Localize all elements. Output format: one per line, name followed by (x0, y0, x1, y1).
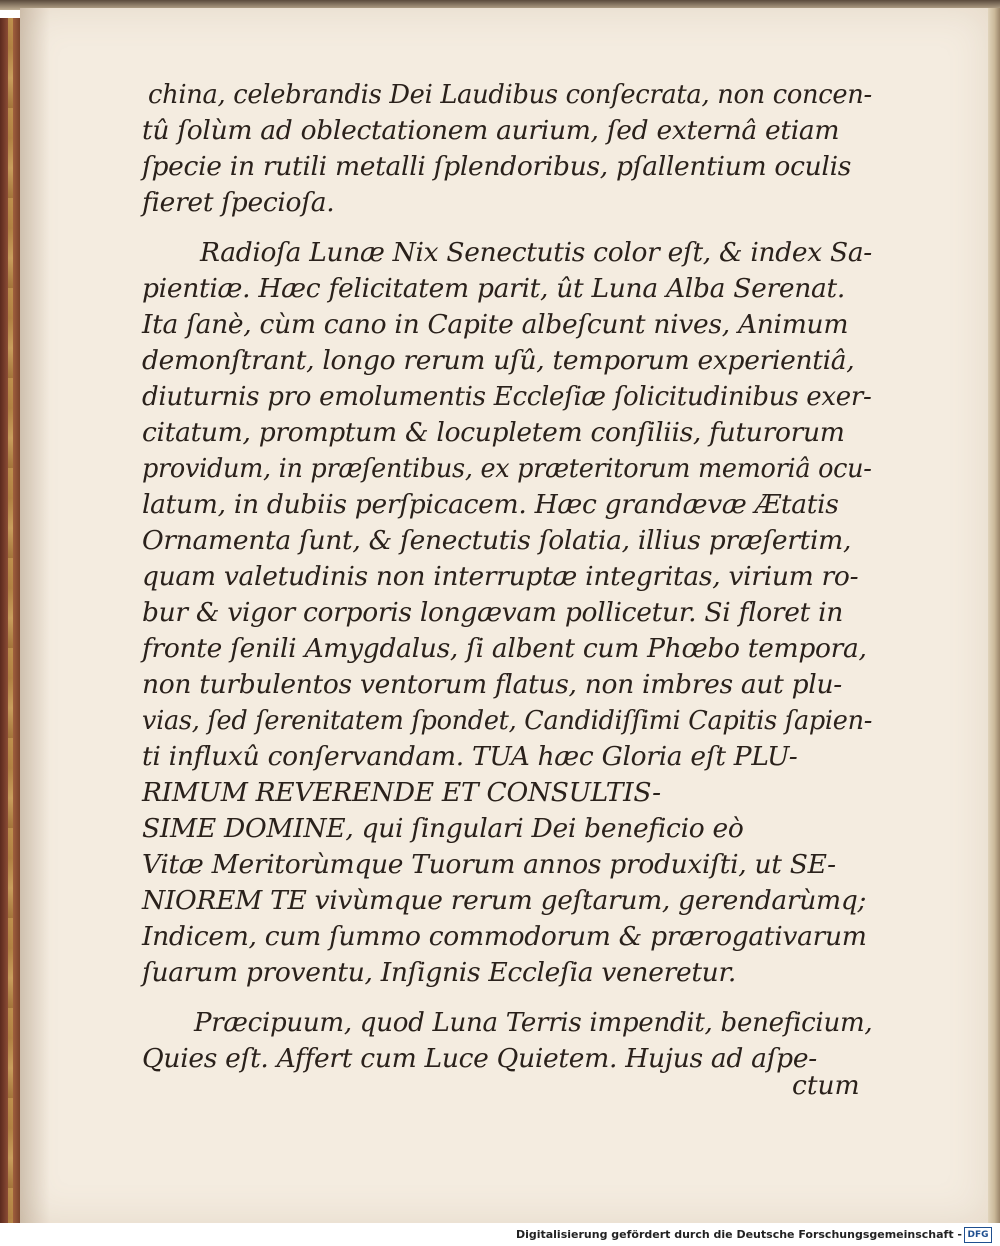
text-line: bur & vigor corporis longævam pollicetur. Si floret in (142, 597, 844, 628)
text-line: Præcipuum, quod Luna Terris impendit, beneficium, (194, 1007, 873, 1038)
page-gutter-shadow (20, 8, 50, 1223)
text-line: Quies eſt. Affert cum Luce Quietem. Hujus ad aſpe- (142, 1043, 817, 1074)
text-line: Indicem, cum ſummo commodorum & prærogativarum (142, 921, 867, 952)
text-line: providum, in præſentibus, ex præteritorum memoriâ ocu- (142, 453, 872, 484)
text-line: vias, ſed ſerenitatem ſpondet, Candidiſſimi Capitis ſapien- (142, 705, 873, 736)
binding-gilt-edge (8, 18, 13, 1223)
text-line: RIMUM REVERENDE ET CONSULTIS- (142, 777, 661, 808)
text-line: ſuarum proventu, Inſignis Eccleſia veneretur. (142, 957, 737, 988)
catchword: ctum (792, 1070, 860, 1101)
text-line: demonſtrant, longo rerum uſû, temporum experientiâ, (142, 345, 855, 376)
text-line: ſpecie in rutili metalli ſplendoribus, pſallentium oculis (142, 151, 852, 182)
book-right-edge (986, 8, 1000, 1223)
text-line: Vitæ Meritorùmque Tuorum annos produxiſti, ut SE- (142, 849, 836, 880)
text-line: pientiæ. Hæc felicitatem parit, ût Luna Alba Serenat. (142, 273, 845, 304)
text-line: fieret ſpecioſa. (142, 187, 335, 218)
text-line: tû ſolùm ad oblectationem aurium, ſed externâ etiam (142, 115, 840, 146)
text-line: non turbulentos ventorum flatus, non imbres aut plu- (142, 669, 842, 700)
text-line: citatum, promptum & locupletem conſiliis, futurorum (142, 417, 845, 448)
text-line: diuturnis pro emolumentis Eccleſiæ ſolicitudinibus exer- (142, 381, 872, 412)
text-line: NIOREM TE vivùmque rerum geſtarum, gerendarùmq; (142, 885, 867, 916)
dfg-logo-icon: DFG (964, 1227, 992, 1243)
text-line: fronte ſenili Amygdalus, ſi albent cum Phœbo tempora, (142, 633, 867, 664)
text-line: Ornamenta ſunt, & ſenectutis ſolatia, illius præſertim, (142, 525, 852, 556)
text-line: china, celebrandis Dei Laudibus conſecrata, non concen- (148, 79, 872, 110)
funding-credit: Digitalisierung gefördert durch die Deutsche Forschungsgemeinschaft - (515, 1228, 962, 1241)
text-line: latum, in dubiis perſpicacem. Hæc grandævæ Ætatis (142, 489, 839, 520)
text-line: Ita ſanè, cùm cano in Capite albeſcunt nives, Animum (142, 309, 849, 340)
text-line: Radioſa Lunæ Nix Senectutis color eſt, & index Sa- (200, 237, 872, 268)
text-line: SIME DOMINE, qui ſingulari Dei beneficio eò (142, 813, 744, 844)
text-line: quam valetudinis non interruptæ integritas, virium ro- (142, 561, 859, 592)
text-line: ti influxû conſervandam. TUA hæc Gloria eſt PLU- (142, 741, 798, 772)
